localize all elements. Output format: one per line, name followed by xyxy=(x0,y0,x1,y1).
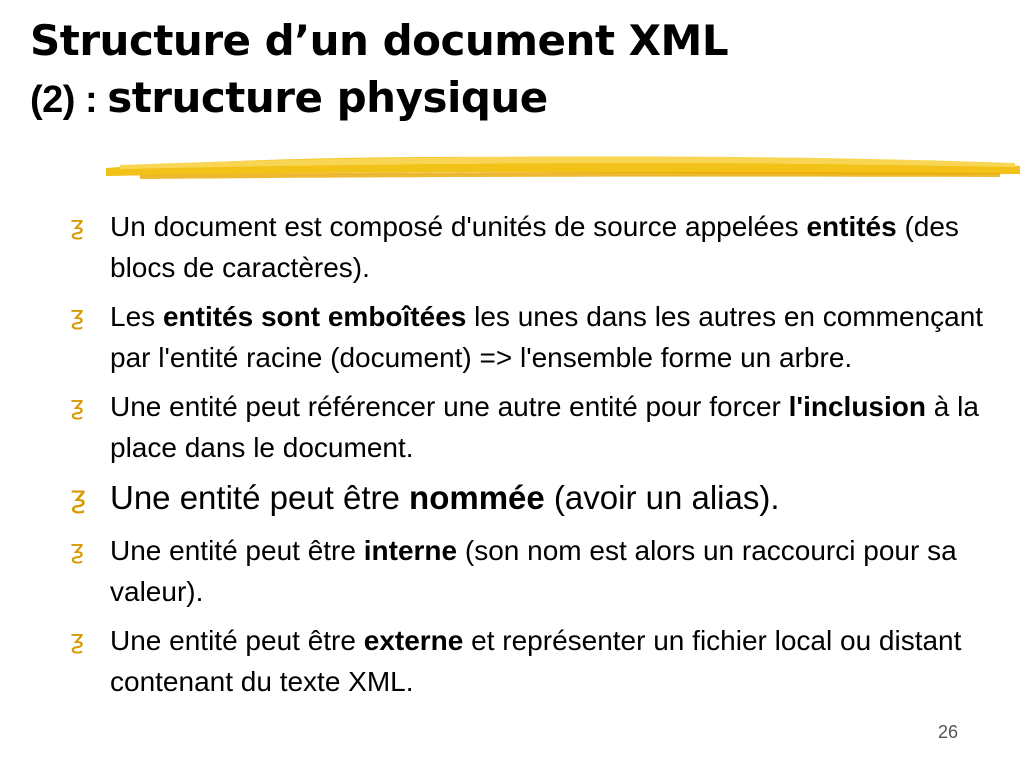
bullet-text-bold: interne xyxy=(363,535,458,566)
bullet-text-bold: l'inclusion xyxy=(788,391,926,422)
bullet-item xyxy=(70,386,1015,468)
bullet-text-after: et représenter un fichier local ou distant contenant du texte XML. xyxy=(110,625,962,697)
bullet-text-after: (son nom est alors un raccourci pour sa valeur). xyxy=(110,535,957,607)
bullet-item xyxy=(70,530,1015,612)
bullet-list xyxy=(70,206,1015,710)
bullet-text-after: à la place dans le document. xyxy=(110,391,979,463)
title-line-1: Structure d’un document XML xyxy=(30,16,729,65)
z-glyph-icon: ƺ xyxy=(70,211,84,241)
bullet-text-before: Une entité peut être xyxy=(110,535,364,566)
z-glyph-icon: ƺ xyxy=(70,535,84,565)
bullet-text-before: Une entité peut être xyxy=(110,625,364,656)
title-prefix: (2) : xyxy=(30,79,108,121)
z-glyph-icon: ƺ xyxy=(70,301,84,331)
bullet-text-after: (avoir un alias). xyxy=(544,479,780,516)
bullet-text-before: Une entité peut être xyxy=(110,479,410,516)
bullet-text-bold: nommée xyxy=(409,479,545,516)
z-glyph-icon: ƺ xyxy=(70,480,86,515)
title-main: structure physique xyxy=(107,73,548,122)
bullet-text-bold: entités xyxy=(806,211,897,242)
bullet-item xyxy=(70,296,1015,378)
bullet-text-bold: entités sont emboîtées xyxy=(162,301,467,332)
title-underline-brush xyxy=(100,148,1024,186)
bullet-text-after: (des blocs de caractères). xyxy=(110,211,959,283)
bullet-text-before: Les xyxy=(110,301,163,332)
bullet-item xyxy=(70,620,1015,702)
z-glyph-icon: ƺ xyxy=(70,391,84,421)
bullet-text-after: les unes dans les autres en commençant par l'entité racine (document) => l'ensemble forme un arbre. xyxy=(110,301,984,373)
bullet-item xyxy=(70,476,1015,520)
bullet-text-before: Une entité peut référencer une autre entité pour forcer xyxy=(110,391,789,422)
title-line-2 xyxy=(30,68,728,131)
bullet-text-bold: externe xyxy=(363,625,464,656)
page-number: 26 xyxy=(937,722,958,742)
slide-title xyxy=(30,14,728,131)
bullet-item xyxy=(70,206,1015,288)
z-glyph-icon: ƺ xyxy=(70,625,84,655)
bullet-text-before: Un document est composé d'unités de source appelées xyxy=(110,211,807,242)
